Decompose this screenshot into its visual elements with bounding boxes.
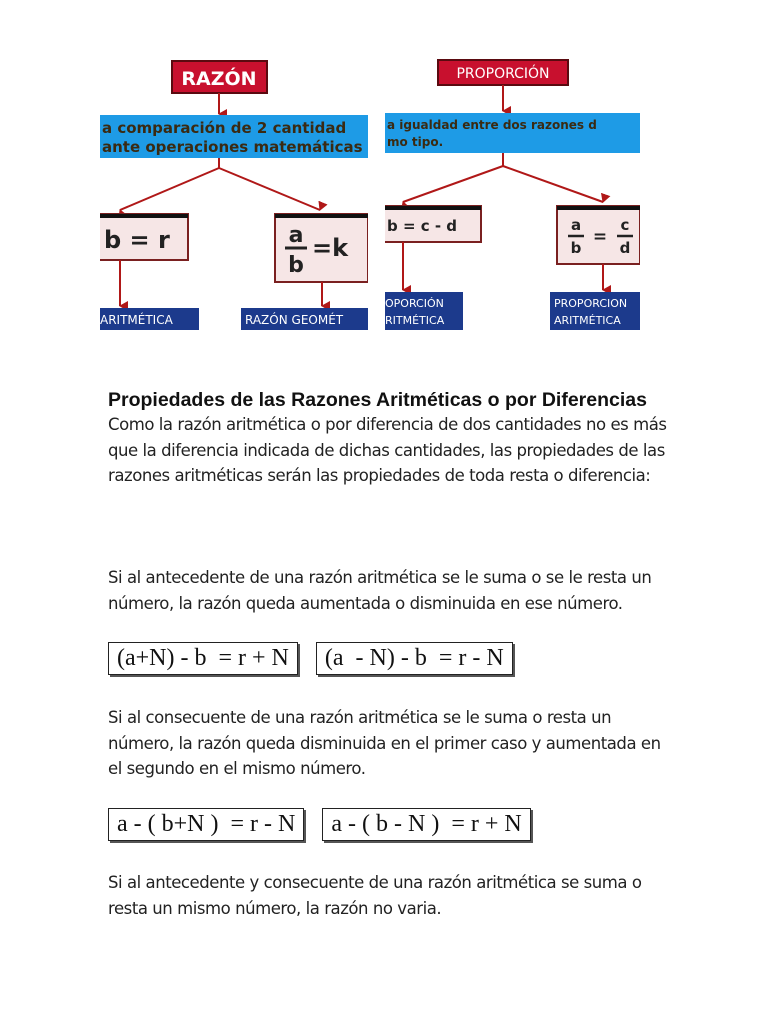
formula-prop-aritmetica: b = c - d — [387, 217, 458, 235]
proporcion-banner-line2: mo tipo. — [387, 135, 444, 149]
property-2-text: Si al consecuente de una razón aritmética se le suma o resta un número, la razón queda disminuida en el primer caso y aumentada en el segundo en el mismo número. — [108, 708, 661, 778]
property-1-text: Si al antecedente de una razón aritmética se le suma o se le resta un número, la razón queda aumentada o disminuida en ese número. — [108, 568, 652, 613]
property-3-text: Si al antecedente y consecuente de una razón aritmética se suma o resta un mismo número, la razón no varia. — [108, 873, 642, 918]
razon-banner-line1: a comparación de 2 cantidad — [102, 119, 347, 137]
razon-banner-line2: ante operaciones matemáticas — [102, 138, 363, 156]
property-2-block — [108, 705, 668, 782]
formula-1a: (a+N) - b = r + N — [108, 642, 298, 675]
razon-header: RAZÓN — [181, 68, 257, 90]
proporcion-branch-right — [503, 166, 603, 202]
formula-prop-num2: c — [620, 216, 630, 234]
formula-prop-num1: a — [570, 216, 582, 234]
razon-branch-left — [120, 158, 219, 210]
proporcion-banner-line1: a igualdad entre dos razones d — [387, 118, 597, 132]
label-prop-b-line1: PROPORCION — [554, 297, 628, 310]
intro-paragraph: Como la razón aritmética o por diferencia de dos cantidades no es más que la diferencia indicada de dichas cantidades, las propiedades de las razones aritméticas serán las propiedades de toda resta o diferencia: — [108, 415, 667, 485]
label-geometrica: RAZÓN GEOMÉT — [245, 313, 344, 327]
proporcion-header: PROPORCIÓN — [456, 66, 550, 82]
formula-geo-rest: =k — [312, 234, 349, 262]
formula-prop-den1: b — [570, 239, 582, 257]
property-3-block — [108, 870, 668, 921]
formula-1b: (a - N) - b = r - N — [316, 642, 513, 675]
formula-prop-den2: d — [619, 239, 631, 257]
formula-2b: a - ( b - N ) = r + N — [322, 808, 530, 841]
formula-row-1 — [108, 642, 513, 675]
proporcion-branch-left — [403, 153, 503, 202]
formula-aritmetica: b = r — [104, 226, 170, 254]
proporcion-diagram — [385, 56, 640, 334]
formula-geo-num: a — [288, 223, 304, 248]
razon-diagram — [100, 56, 368, 334]
formula-prop-eq: = — [592, 227, 608, 247]
razon-branch-right — [219, 168, 320, 210]
diagram-area — [100, 56, 640, 334]
formula-row-2 — [108, 808, 531, 841]
article-title: Propiedades de las Razones Aritméticas o por Diferencias — [108, 389, 647, 411]
label-prop-a-line1: OPORCIÓN — [385, 297, 444, 310]
article-body — [108, 388, 668, 489]
formula-geo-den: b — [288, 253, 304, 278]
label-aritmetica: ARITMÉTICA — [100, 313, 173, 327]
label-prop-a-line2: RITMÉTICA — [385, 314, 445, 327]
label-prop-b-line2: ARITMÉTICA — [554, 314, 621, 327]
formula-2a: a - ( b+N ) = r - N — [108, 808, 304, 841]
property-1-block — [108, 565, 668, 616]
